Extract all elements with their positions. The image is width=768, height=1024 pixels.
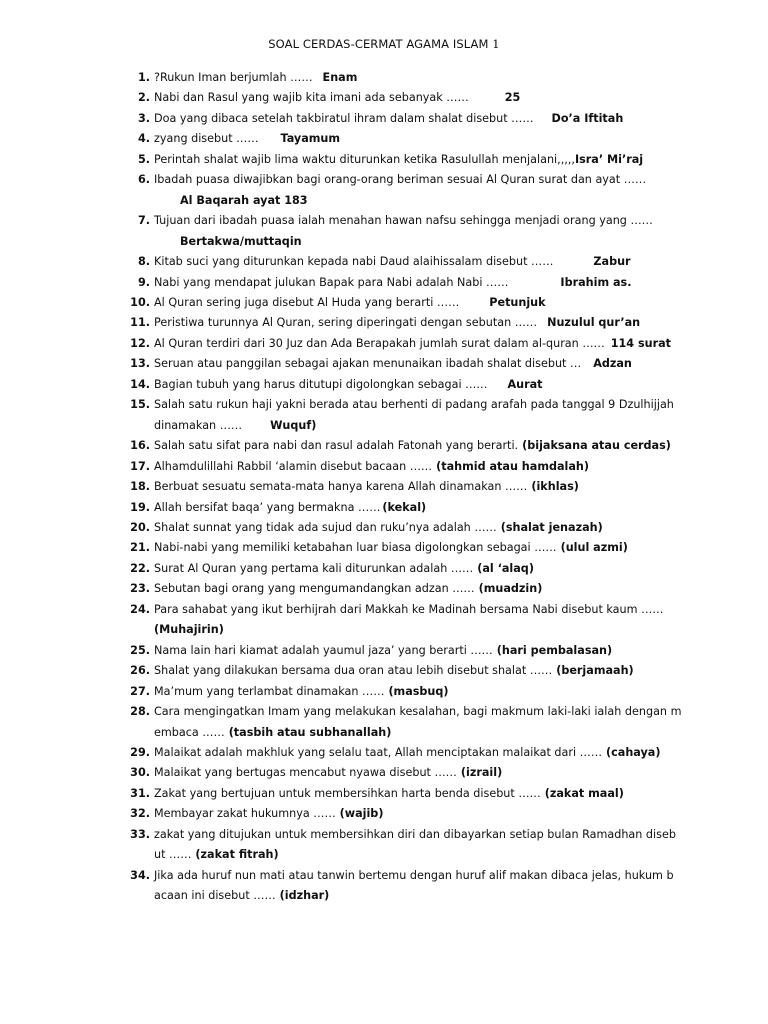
answer-text: (al ‘alaq) (477, 561, 534, 575)
question-item (0, 559, 768, 579)
question-item (0, 498, 768, 518)
question-number: 3. (137, 111, 150, 125)
question-line (0, 150, 768, 170)
question-text: dinamakan …… (154, 418, 243, 432)
answer-text: (berjamaah) (556, 664, 634, 678)
question-line (0, 375, 768, 395)
answer-text: 114 surat (610, 336, 671, 350)
question-number: 18. (130, 480, 150, 494)
question-text: ut …… (154, 848, 192, 862)
question-item (0, 68, 768, 88)
question-item (0, 334, 768, 354)
question-number: 28. (130, 705, 150, 719)
question-item (0, 252, 768, 272)
question-continuation (0, 886, 768, 906)
answer-text: Bertakwa/muttaqin (180, 234, 302, 248)
question-text: Kitab suci yang diturunkan kepada nabi Daud alaihissalam disebut …… (154, 255, 554, 269)
question-item (0, 702, 768, 743)
question-text: embaca …… (154, 725, 225, 739)
question-text: Membayar zakat hukumnya …… (154, 807, 336, 821)
question-text: Tujuan dari ibadah puasa ialah menahan hawan nafsu sehingga menjadi orang yang …… (154, 214, 653, 228)
question-text: Malaikat yang bertugas mencabut nyawa disebut …… (154, 766, 457, 780)
question-number: 24. (130, 602, 150, 616)
question-text: Nabi dan Rasul yang wajib kita imani ada sebanyak …… (154, 91, 469, 105)
answer-text: 25 (504, 91, 521, 105)
question-continuation (0, 845, 768, 865)
answer-text: (tasbih atau subhanallah) (228, 725, 392, 739)
question-number: 31. (130, 786, 150, 800)
question-item (0, 825, 768, 866)
title-number: 1 (492, 37, 500, 51)
answer-text: (bijaksana atau cerdas) (522, 439, 671, 453)
question-number: 30. (130, 766, 150, 780)
question-item (0, 88, 768, 108)
answer-text: (tahmid atau hamdalah) (436, 459, 589, 473)
question-number: 1. (137, 71, 150, 84)
question-text: Ibadah puasa diwajibkan bagi orang-orang beriman sesuai Al Quran surat dan ayat …… (154, 173, 647, 187)
question-text: Peristiwa turunnya Al Quran, sering diperingati dengan sebutan …… (154, 316, 538, 330)
question-line (0, 68, 768, 88)
question-item (0, 518, 768, 538)
answer-text: (wajib) (339, 807, 384, 821)
question-text: Ma’mum yang terlambat dinamakan …… (154, 684, 385, 698)
question-text: Al Quran sering juga disebut Al Huda yang berarti …… (154, 295, 460, 309)
question-item (0, 395, 768, 436)
question-item (0, 375, 768, 395)
question-line (0, 252, 768, 272)
question-line (0, 436, 768, 456)
question-text: Cara mengingatkan Imam yang melakukan kesalahan, bagi makmum laki-laki ialah dengan m (154, 705, 682, 719)
question-item (0, 600, 768, 641)
question-number: 6. (137, 173, 150, 187)
question-number: 34. (130, 868, 150, 882)
question-number: 22. (130, 561, 150, 575)
question-number: 2. (137, 91, 150, 105)
question-line (0, 579, 768, 599)
question-text: zakat yang ditujukan untuk membersihkan diri dan dibayarkan setiap bulan Ramadhan diseb (154, 827, 676, 841)
question-continuation (0, 416, 768, 436)
title-text: SOAL CERDAS-CERMAT AGAMA ISLAM (268, 37, 489, 51)
question-text: Nabi-nabi yang memiliki ketabahan luar biasa digolongkan sebagai …… (154, 541, 557, 555)
question-number: 11. (130, 316, 150, 330)
question-number: 7. (137, 214, 150, 228)
question-text: Sebutan bagi orang yang mengumandangkan adzan …… (154, 582, 475, 596)
question-line (0, 661, 768, 681)
answer-text: Petunjuk (489, 295, 546, 309)
question-item (0, 293, 768, 313)
answer-text: (idzhar) (279, 889, 330, 903)
answer-text: Nuzulul qur’an (547, 316, 641, 330)
question-line (0, 129, 768, 149)
answer-text: (zakat fitrah) (195, 848, 279, 862)
question-continuation (0, 620, 768, 640)
question-item (0, 579, 768, 599)
question-text: Allah bersifat baqa’ yang bermakna …… (154, 500, 381, 514)
answer-text: (kekal) (382, 500, 427, 514)
question-number: 29. (130, 745, 150, 759)
question-line (0, 682, 768, 702)
question-continuation (0, 723, 768, 743)
question-item (0, 457, 768, 477)
answer-text: Ibrahim as. (560, 275, 632, 289)
answer-text: (hari pembalasan) (496, 643, 613, 657)
document-title (0, 37, 768, 51)
question-text: Perintah shalat wajib lima waktu diturunkan ketika Rasulullah menjalani,,,,, (154, 152, 575, 166)
question-number: 9. (137, 275, 150, 289)
answer-text: Al Baqarah ayat 183 (180, 193, 308, 207)
question-line (0, 763, 768, 783)
question-number: 20. (130, 520, 150, 534)
question-item (0, 784, 768, 804)
question-line (0, 457, 768, 477)
question-line (0, 559, 768, 579)
question-number: 19. (130, 500, 150, 514)
answer-text: (cahaya) (606, 745, 661, 759)
question-continuation (0, 191, 768, 211)
question-item (0, 477, 768, 497)
question-item (0, 641, 768, 661)
question-line (0, 109, 768, 129)
question-line (0, 518, 768, 538)
question-line (0, 395, 768, 415)
question-line (0, 477, 768, 497)
question-text: Surat Al Quran yang pertama kali diturunkan adalah …… (154, 561, 474, 575)
question-item (0, 661, 768, 681)
question-item (0, 170, 768, 211)
question-item (0, 313, 768, 333)
answer-text: (zakat maal) (544, 786, 624, 800)
question-text: Salah satu rukun haji yakni berada atau berhenti di padang arafah pada tanggal 9 Dzulhijjah (154, 398, 674, 412)
question-line (0, 804, 768, 824)
question-text: Malaikat adalah makhluk yang selalu taat, Allah menciptakan malaikat dari …… (154, 745, 603, 759)
question-item (0, 763, 768, 783)
question-text: Alhamdulillahi Rabbil ‘alamin disebut bacaan …… (154, 459, 433, 473)
question-line (0, 334, 768, 354)
question-text: Shalat sunnat yang tidak ada sujud dan ruku’nya adalah …… (154, 520, 497, 534)
question-text: Nabi yang mendapat julukan Bapak para Nabi adalah Nabi …… (154, 275, 509, 289)
question-number: 17. (130, 459, 150, 473)
question-line (0, 273, 768, 293)
question-number: 14. (130, 377, 150, 391)
answer-text: (masbuq) (388, 684, 449, 698)
question-number: 26. (130, 664, 150, 678)
answer-text: Enam (322, 71, 358, 84)
question-number: 27. (130, 684, 150, 698)
question-item (0, 211, 768, 252)
question-item (0, 538, 768, 558)
question-line (0, 825, 768, 845)
question-text: zyang disebut …… (154, 132, 259, 146)
question-line (0, 538, 768, 558)
question-number: 4. (137, 132, 150, 146)
question-number: 23. (130, 582, 150, 596)
question-text: Zakat yang bertujuan untuk membersihkan harta benda disebut …… (154, 786, 541, 800)
question-text: Bagian tubuh yang harus ditutupi digolongkan sebagai …… (154, 377, 488, 391)
question-text: Seruan atau panggilan sebagai ajakan menunaikan ibadah shalat disebut … (154, 357, 582, 371)
answer-text: Do’a Iftitah (551, 111, 624, 125)
question-line (0, 170, 768, 190)
question-number: 16. (130, 439, 150, 453)
question-line (0, 702, 768, 722)
question-number: 25. (130, 643, 150, 657)
question-number: 5. (137, 152, 150, 166)
question-line (0, 88, 768, 108)
question-text: acaan ini disebut …… (154, 889, 276, 903)
question-item (0, 150, 768, 170)
answer-text: Wuquf) (270, 418, 317, 432)
question-continuation (0, 232, 768, 252)
question-text: Shalat yang dilakukan bersama dua oran atau lebih disebut shalat …… (154, 664, 553, 678)
answer-text: (muadzin) (478, 582, 543, 596)
question-line (0, 743, 768, 763)
question-number: 32. (130, 807, 150, 821)
question-line (0, 211, 768, 231)
question-item (0, 804, 768, 824)
question-number: 15. (130, 398, 150, 412)
question-number: 12. (130, 336, 150, 350)
question-number: 8. (137, 255, 150, 269)
question-text: Al Quran terdiri dari 30 Juz dan Ada Berapakah jumlah surat dalam al-quran …… (154, 336, 605, 350)
question-item (0, 129, 768, 149)
question-number: 33. (130, 827, 150, 841)
question-text: Nama lain hari kiamat adalah yaumul jaza’ yang berarti …… (154, 643, 493, 657)
question-item (0, 866, 768, 907)
question-line (0, 293, 768, 313)
answer-text: (izrail) (460, 766, 503, 780)
question-line (0, 641, 768, 661)
question-number: 13. (130, 357, 150, 371)
question-line (0, 354, 768, 374)
question-line (0, 784, 768, 804)
question-item (0, 743, 768, 763)
question-list (0, 68, 768, 907)
answer-text: Aurat (507, 377, 543, 391)
question-item (0, 354, 768, 374)
answer-text: Tayamum (280, 132, 341, 146)
answer-text: (Muhajirin) (154, 623, 224, 637)
question-item (0, 436, 768, 456)
question-number: 21. (130, 541, 150, 555)
answer-text: Zabur (593, 255, 631, 269)
question-line (0, 498, 768, 518)
question-text: Jika ada huruf nun mati atau tanwin bertemu dengan huruf alif makan dibaca jelas, hukum b (154, 868, 674, 882)
question-text: Doa yang dibaca setelah takbiratul ihram dalam shalat disebut …… (154, 111, 534, 125)
question-text: Salah satu sifat para nabi dan rasul adalah Fatonah yang berarti. (154, 439, 519, 453)
question-line (0, 600, 768, 620)
question-text: Para sahabat yang ikut berhijrah dari Makkah ke Madinah bersama Nabi disebut kaum …… (154, 602, 664, 616)
question-item (0, 109, 768, 129)
question-line (0, 866, 768, 886)
answer-text: (shalat jenazah) (500, 520, 603, 534)
question-item (0, 682, 768, 702)
question-item (0, 273, 768, 293)
question-number: 10. (130, 295, 150, 309)
answer-text: (ikhlas) (531, 480, 579, 494)
question-text: Berbuat sesuatu semata-mata hanya karena Allah dinamakan …… (154, 480, 528, 494)
answer-text: Isra’ Mi’raj (574, 152, 644, 166)
question-text: ?Rukun Iman berjumlah …… (154, 71, 313, 84)
answer-text: (ulul azmi) (560, 541, 628, 555)
question-line (0, 313, 768, 333)
answer-text: Adzan (593, 357, 632, 371)
